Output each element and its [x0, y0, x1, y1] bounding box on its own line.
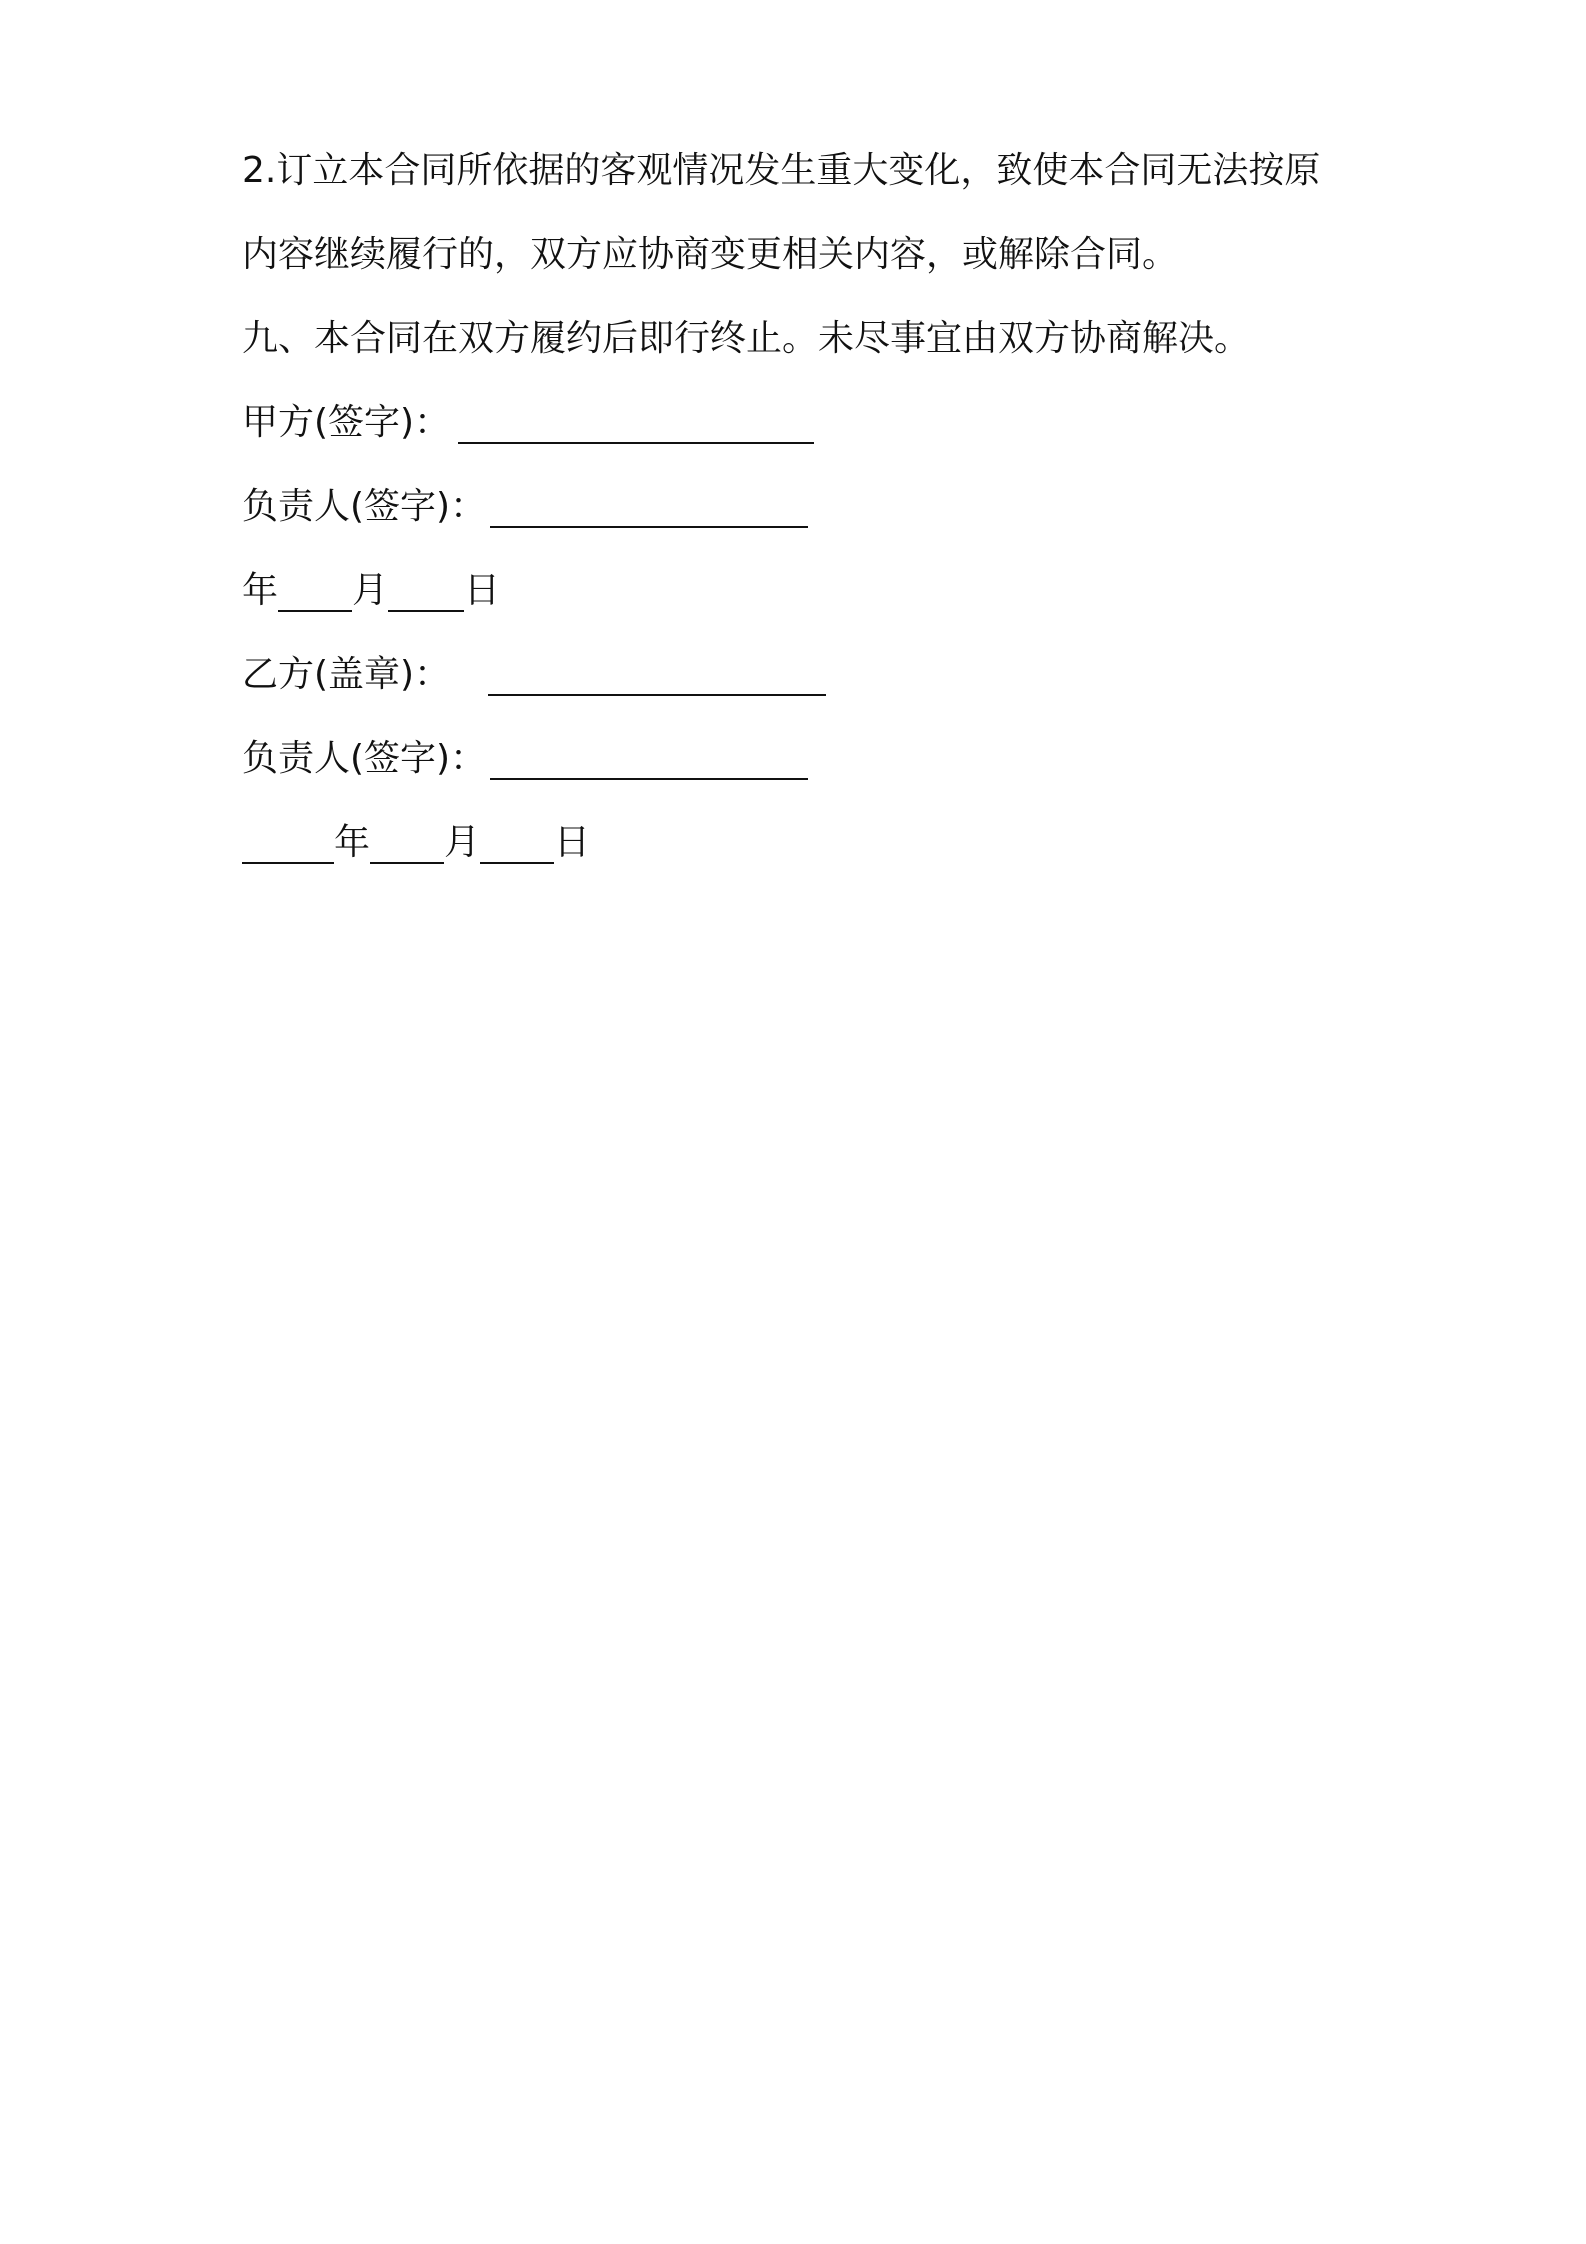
- party-b-day-blank[interactable]: [480, 828, 554, 864]
- party-a-rep-signature-blank[interactable]: [490, 492, 808, 528]
- party-a-rep-label: 负责人(签字)：: [242, 486, 487, 527]
- party-b-signature-row: [242, 654, 1362, 696]
- paragraph-clause-9: 九、本合同在双方履约后即行终止。未尽事宜由双方协商解决。: [242, 318, 1251, 359]
- party-a-signature-blank[interactable]: [458, 408, 814, 444]
- party-b-label: 乙方(盖章)：: [242, 654, 451, 695]
- party-a-rep-signature-row: [242, 486, 1362, 528]
- party-a-label: 甲方(签字)：: [242, 402, 451, 443]
- party-b-year-blank[interactable]: [242, 828, 334, 864]
- party-b-rep-signature-row: [242, 738, 1362, 780]
- party-b-year-label: 年: [334, 822, 371, 863]
- paragraph-clause-2-line-2: 内容继续履行的，双方应协商变更相关内容，或解除合同。: [242, 234, 1179, 275]
- party-b-rep-label: 负责人(签字)：: [242, 738, 487, 779]
- document-body: [242, 150, 1362, 906]
- party-a-date-row: [242, 570, 1362, 612]
- party-b-rep-signature-blank[interactable]: [490, 744, 808, 780]
- paragraph-clause-2-line-1: 2.订立本合同所依据的客观情况发生重大变化，致使本合同无法按原: [242, 150, 1321, 191]
- party-a-month-blank[interactable]: [278, 576, 352, 612]
- party-a-year-label: 年: [242, 570, 279, 611]
- party-a-day-label: 日: [464, 570, 501, 611]
- party-b-month-blank[interactable]: [370, 828, 444, 864]
- party-a-month-label: 月: [352, 570, 389, 611]
- party-b-day-label: 日: [554, 822, 591, 863]
- party-b-date-row: [242, 822, 1362, 864]
- party-a-signature-row: [242, 402, 1362, 444]
- party-b-month-label: 月: [444, 822, 481, 863]
- party-b-seal-blank[interactable]: [488, 660, 826, 696]
- party-a-day-blank[interactable]: [388, 576, 464, 612]
